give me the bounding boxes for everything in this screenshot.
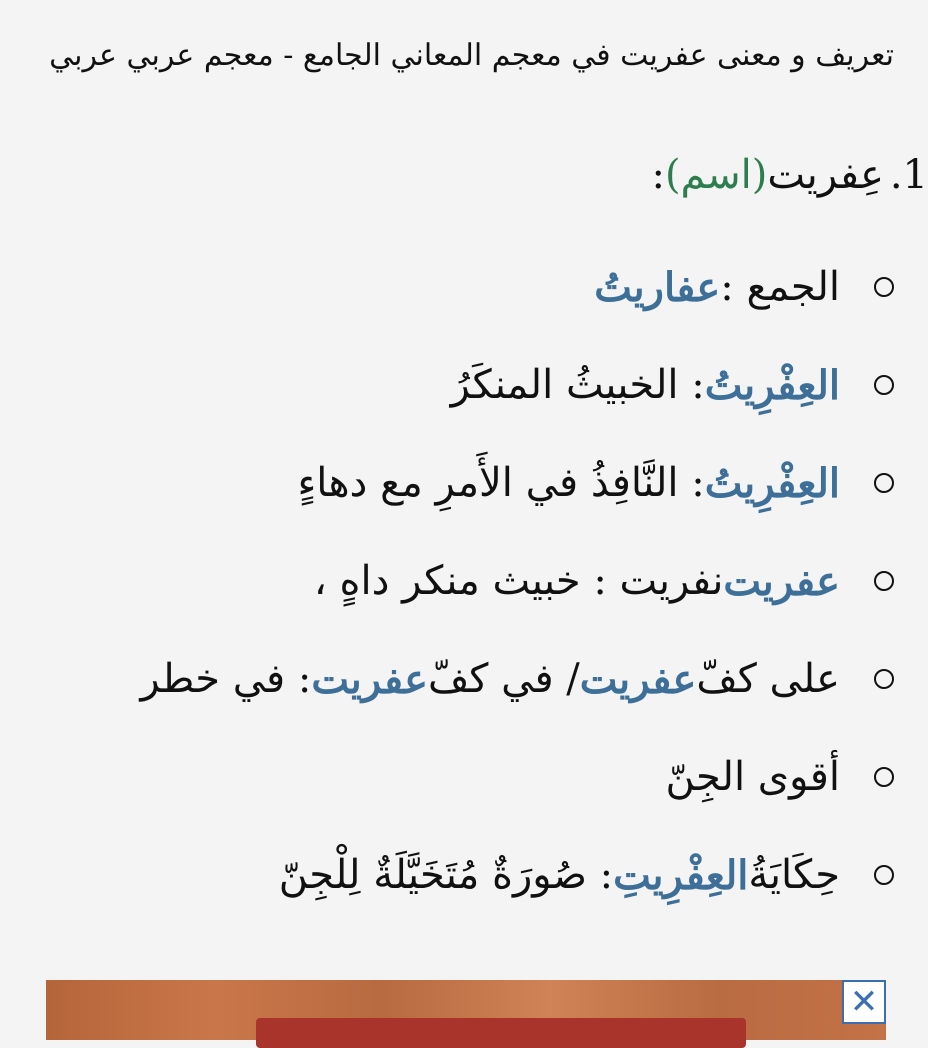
- list-item: [30, 728, 894, 826]
- circle-bullet-icon: [874, 375, 894, 395]
- circle-bullet-icon: [874, 865, 894, 885]
- part-of-speech-open: (: [751, 152, 768, 198]
- entry-heading: [651, 152, 928, 198]
- part-of-speech-close: ): [664, 152, 681, 198]
- list-item: [30, 826, 894, 924]
- highlight-link[interactable]: العِفْرِيتُ: [704, 361, 840, 409]
- close-icon[interactable]: ✕: [842, 980, 886, 1024]
- list-item: [30, 434, 894, 532]
- page-title: تعريف و معنى عفريت في معجم المعاني الجامع - معجم عربي عربي: [49, 38, 894, 73]
- highlight-link[interactable]: عفريت: [723, 557, 840, 605]
- meaning-text-pre: حِكَايَةُ: [748, 852, 840, 898]
- ad-banner[interactable]: [46, 980, 886, 1040]
- meaning-text-pre: أقوى الجِنّ: [665, 754, 840, 800]
- meaning-text: : الخبيثُ المنكَرُ: [450, 362, 705, 408]
- meaning-text: : النَّافِذُ في الأَمرِ مع دهاءٍ: [297, 460, 705, 506]
- ad-image: [256, 1018, 746, 1048]
- entry-colon: :: [651, 152, 665, 198]
- part-of-speech: اسم: [680, 152, 752, 198]
- circle-bullet-icon: [874, 571, 894, 591]
- meanings-list: [30, 238, 894, 924]
- meaning-text-post: : في خطر: [140, 656, 312, 702]
- circle-bullet-icon: [874, 669, 894, 689]
- entry-number: 1.: [889, 152, 928, 198]
- highlight-link[interactable]: عفريت: [579, 655, 697, 703]
- highlight-link[interactable]: العِفْرِيتِ: [613, 851, 749, 899]
- entry-word: عِفريت: [767, 152, 884, 198]
- list-item: [30, 238, 894, 336]
- meaning-text-pre: الجمع :: [720, 264, 840, 310]
- highlight-link-2[interactable]: عفريت: [311, 655, 428, 703]
- highlight-link[interactable]: العِفْرِيتُ: [704, 459, 840, 507]
- meaning-text: : صُورَةٌ مُتَخَيَّلَةٌ لِلْجِنّ: [278, 852, 614, 898]
- circle-bullet-icon: [874, 767, 894, 787]
- meaning-text-pre: على كفّ: [696, 656, 840, 702]
- meaning-text: / في كفّ: [427, 656, 580, 702]
- highlight-link[interactable]: عفاريتُ: [594, 263, 721, 311]
- circle-bullet-icon: [874, 277, 894, 297]
- list-item: [30, 630, 894, 728]
- circle-bullet-icon: [874, 473, 894, 493]
- list-item: [30, 336, 894, 434]
- meaning-text: نفريت : خبيث منكر داهٍ ،: [313, 558, 724, 604]
- list-item: [30, 532, 894, 630]
